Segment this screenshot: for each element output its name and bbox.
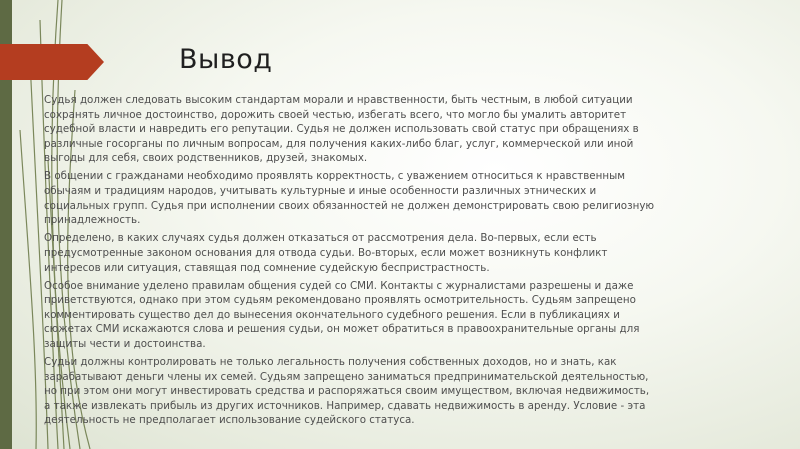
paragraph-1: Судья должен следовать высоким стандартам морали и нравственности, быть честным, в любой ситуации сохранять личное достоинство, дорожить своей честью, избегать всего, что могло бы умалить авторитет судебной власти и навредить его репутации. Судья не должен использовать свой статус при обращениях в различные госорганы по личным вопросам, для получения каких-либо благ, услуг, коммерческой или иной выгоды для себя, своих родственников, друзей, знакомых. [44, 94, 639, 165]
title-arrow-shape [0, 44, 104, 80]
paragraph-2: В общении с гражданами необходимо проявлять корректность, с уважением относиться к нравственным обычаям и традициям народов, учитывать культурные и иные особенности различных этнических и социальных групп. Судья при исполнении своих обязанностей не должен демонстрировать свою религиозную принадлежность. [44, 170, 655, 227]
slide-title: Вывод [179, 44, 273, 75]
paragraph-4: Особое внимание уделено правилам общения судей со СМИ. Контакты с журналистами разрешены и даже приветствуются, однако при этом судьям рекомендовано проявлять осмотрительность. Судьям запрещено комментировать существо дел до вынесения окончательного судебного решения. Если в публикациях и сюжетах СМИ искажаются слова и решения судьи, он может обратиться в правоохранительные органы для защиты чести и достоинства. [44, 279, 640, 350]
paragraph-5: Судьи должны контролировать не только легальность получения собственных доходов, но и знать, как зарабатывают деньги члены их семей. Судьям запрещено заниматься предпринимательской деятельностью, но при этом они могут инвестировать средства и распоряжаться своим имуществом, включая недвижимость, а также извлекать прибыль из других источников. Например, сдавать недвижимость в аренду. Условие - эта деятельность не предполагает использование судейского статуса. [44, 356, 650, 427]
paragraph-3: Определено, в каких случаях судья должен отказаться от рассмотрения дела. Во-первых, если есть предусмотренные законом основания для отвода судьи. Во-вторых, если может возникнуть конфликт интересов или ситуация, ставящая под сомнение судейскую беспристрастность. [44, 232, 608, 274]
slide-body [44, 93, 656, 432]
